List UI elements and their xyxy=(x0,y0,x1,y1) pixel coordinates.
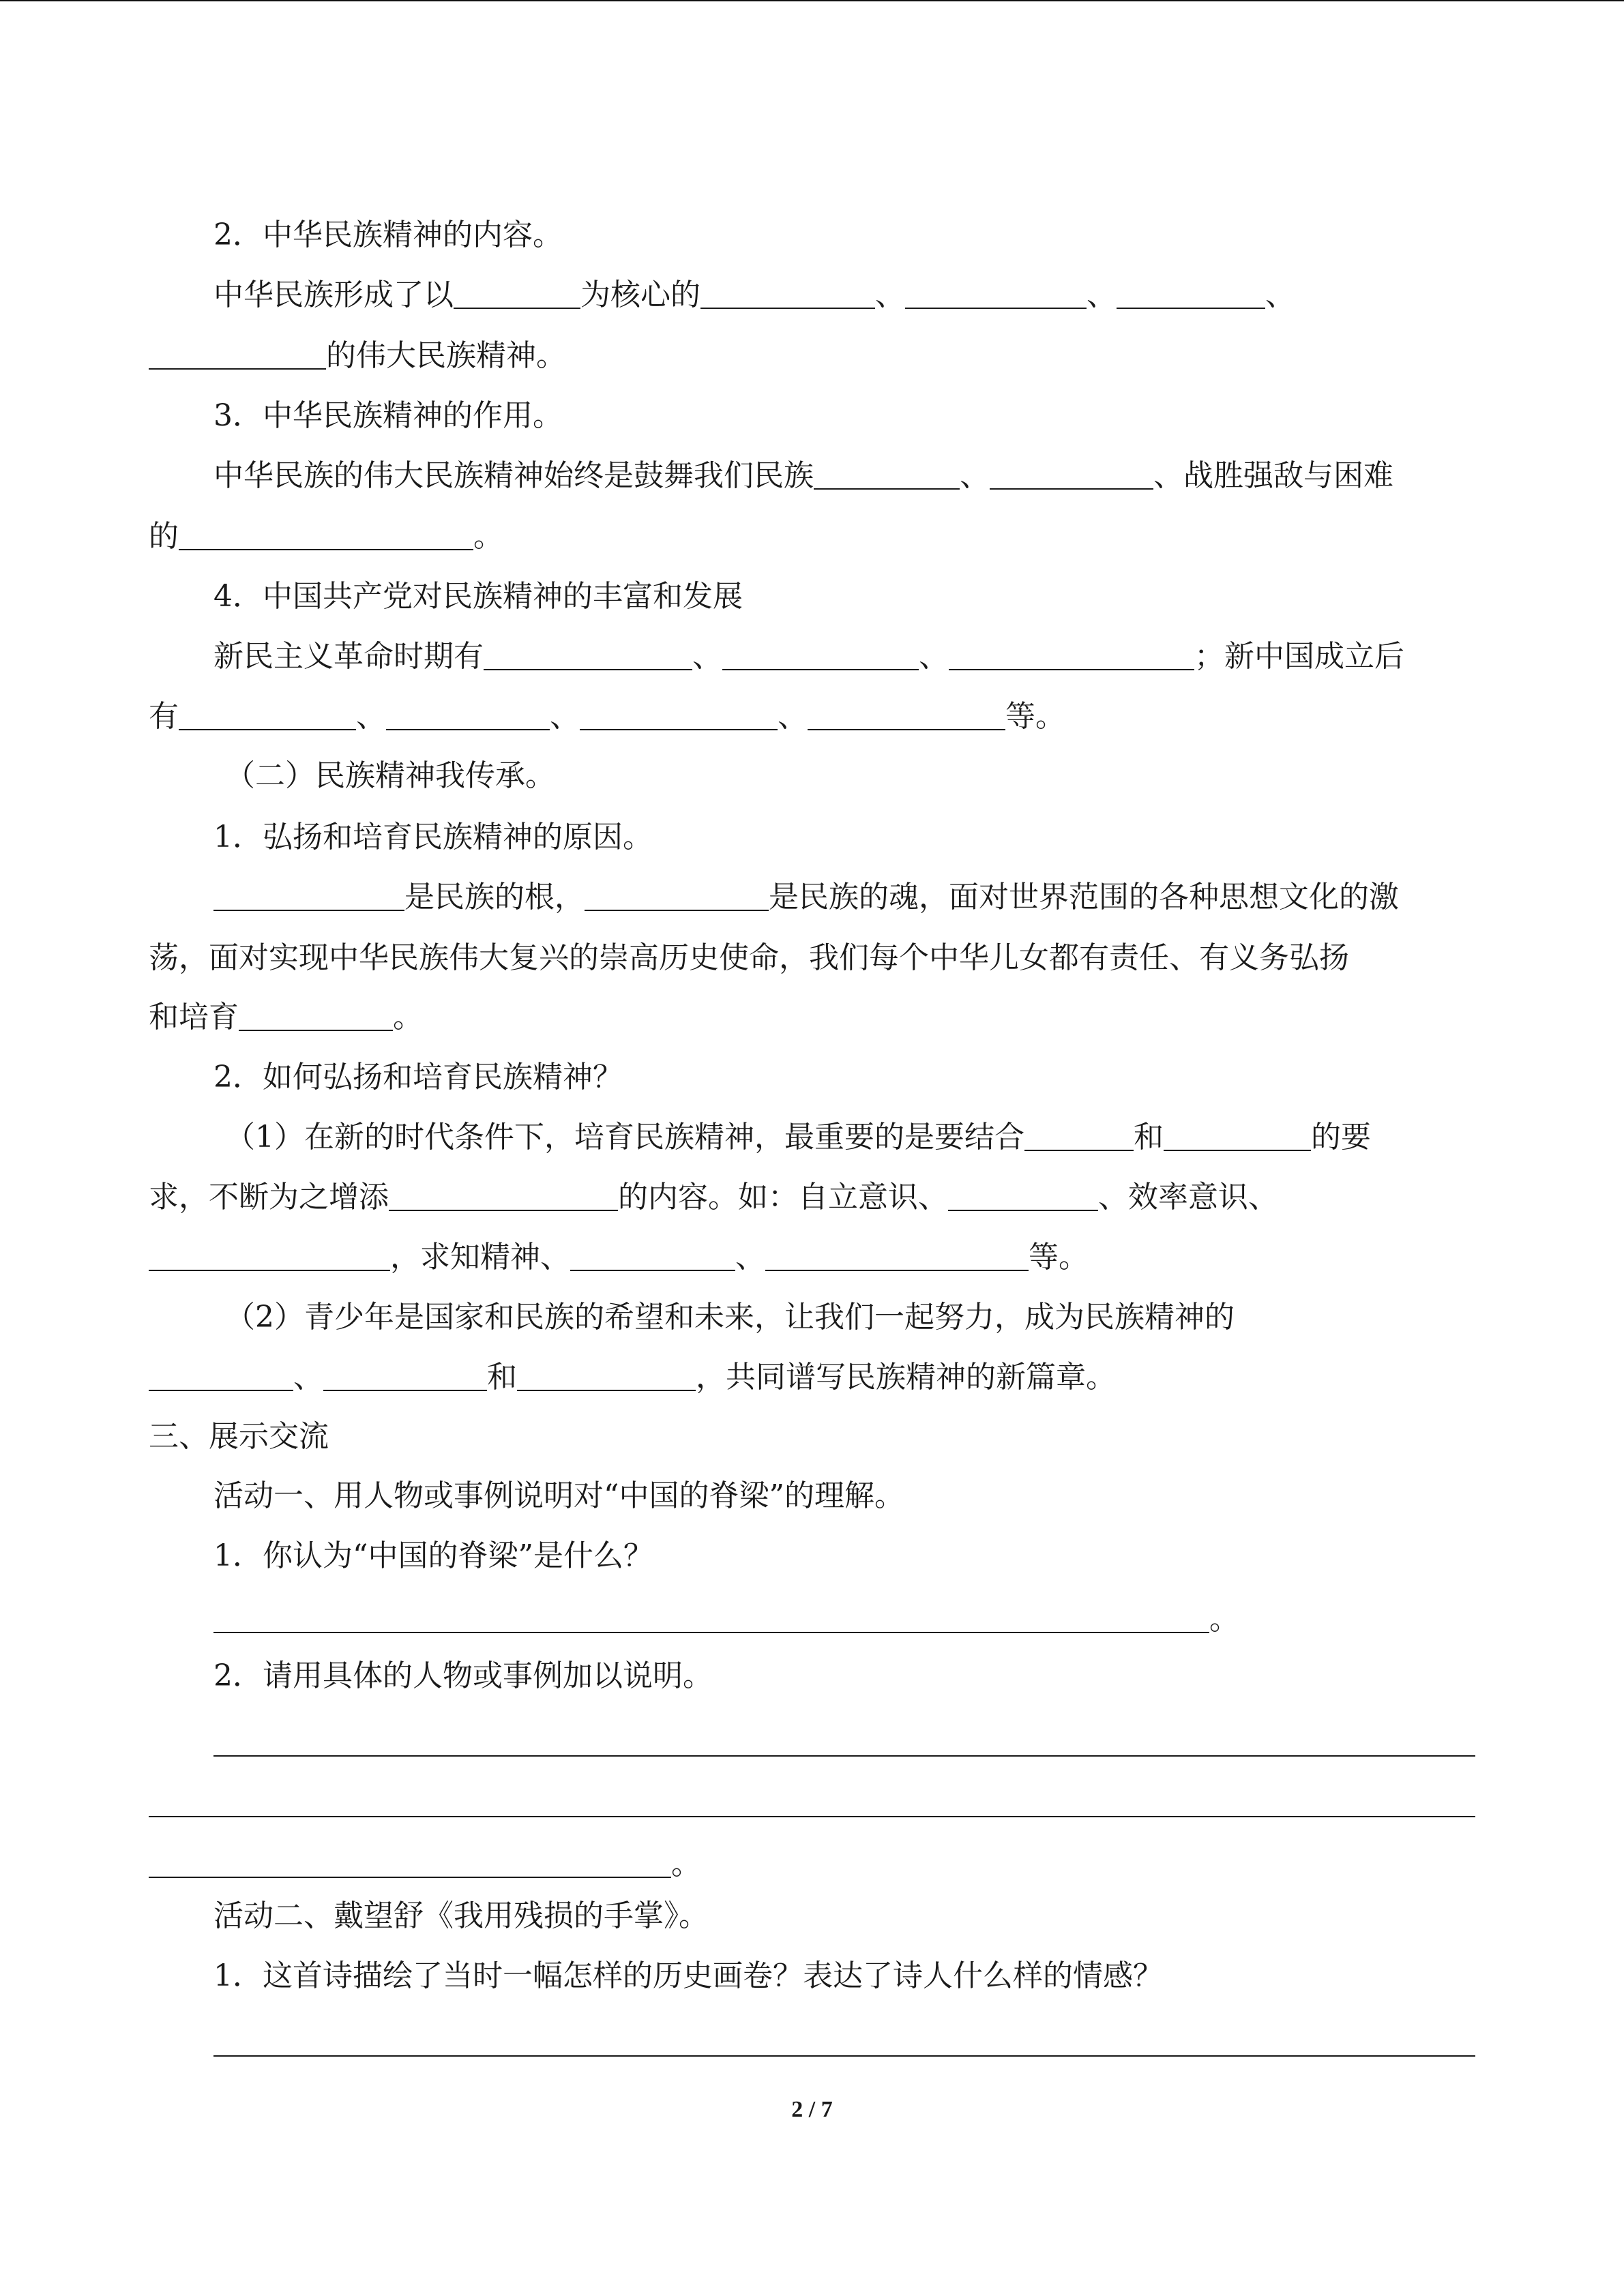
section2-heading: （二）民族精神我传承。 xyxy=(225,758,555,793)
fill-blank[interactable] xyxy=(990,458,1153,490)
fill-blank[interactable] xyxy=(484,639,692,670)
fill-blank[interactable] xyxy=(389,1180,618,1211)
fill-blank[interactable] xyxy=(239,1000,393,1031)
item2-line1: 中华民族形成了以 为核心的 、 、 、 xyxy=(213,278,1295,312)
top-border xyxy=(0,0,1624,1)
fill-blank[interactable] xyxy=(179,519,473,550)
fill-blank[interactable] xyxy=(814,458,960,490)
fill-blank[interactable] xyxy=(149,1240,390,1271)
fill-blank[interactable] xyxy=(454,278,580,309)
fill-blank[interactable] xyxy=(1024,1120,1134,1151)
s2-item2-heading: 2．如何弘扬和培育民族精神？ xyxy=(213,1060,623,1094)
s2-item1-line1: 是民族的根， 是民族的魂，面对世界范围的各种思想文化的激 xyxy=(213,877,1475,918)
answer-rule[interactable] xyxy=(213,1755,1475,1757)
answer-line-q1: 。 xyxy=(213,1599,1475,1640)
fill-blank[interactable] xyxy=(808,699,1005,730)
answer-blank[interactable] xyxy=(149,1847,671,1878)
page-number: 2 / 7 xyxy=(791,2097,833,2122)
fill-blank[interactable] xyxy=(149,338,326,370)
answer-rule[interactable] xyxy=(149,1816,1475,1817)
activity2-question1: 1．这首诗描绘了当时一幅怎样的历史画卷？表达了诗人什么样的情感？ xyxy=(213,1958,1163,1993)
item3-heading: 3．中华民族精神的作用。 xyxy=(213,398,563,433)
fill-blank[interactable] xyxy=(386,699,550,730)
activity2-heading: 活动二、戴望舒《我用残损的手掌》。 xyxy=(213,1898,709,1933)
s2-item1-line2: 荡，面对实现中华民族伟大复兴的崇高历史使命，我们每个中华儿女都有责任、有义务弘扬 xyxy=(149,940,1349,975)
s2-item1-heading: 1．弘扬和培育民族精神的原因。 xyxy=(213,820,653,854)
activity1-question2: 2．请用具体的人物或事例加以说明。 xyxy=(213,1658,713,1693)
fill-blank[interactable] xyxy=(570,1240,735,1271)
fill-blank[interactable] xyxy=(1117,278,1265,309)
fill-blank[interactable] xyxy=(948,1180,1098,1211)
fill-blank[interactable] xyxy=(585,880,769,911)
s2-p1-line1: （1）在新的时代条件下，培育民族精神，最重要的是要结合 和 的要 xyxy=(225,1120,1371,1154)
fill-blank[interactable] xyxy=(179,699,356,730)
fill-blank[interactable] xyxy=(517,1360,696,1391)
item4-line1: 新民主义革命时期有 、 、 ；新中国成立后 xyxy=(213,639,1404,674)
answer-rule[interactable] xyxy=(213,2055,1475,2057)
fill-blank[interactable] xyxy=(949,639,1194,670)
fill-blank[interactable] xyxy=(765,1240,1029,1271)
fill-blank[interactable] xyxy=(700,278,875,309)
answer-blank[interactable] xyxy=(213,1602,1209,1633)
s2-p2-line1: （2）青少年是国家和民族的希望和未来，让我们一起努力，成为民族精神的 xyxy=(225,1300,1235,1335)
item4-line2: 有 、 、 、 等。 xyxy=(149,699,1065,734)
item3-line2: 的 。 xyxy=(149,519,503,554)
fill-blank[interactable] xyxy=(213,880,404,911)
fill-blank[interactable] xyxy=(905,278,1087,309)
section3-heading: 三、展示交流 xyxy=(149,1419,329,1454)
item2-line2: 的伟大民族精神。 xyxy=(149,336,1475,376)
answer-line-q2-end: 。 xyxy=(149,1844,1475,1885)
item3-line1: 中华民族的伟大民族精神始终是鼓舞我们民族 、 、战胜强敌与困难 xyxy=(213,458,1393,493)
s2-p2-line2: 、 和 ，共同谱写民族精神的新篇章。 xyxy=(149,1357,1475,1398)
fill-blank[interactable] xyxy=(1164,1120,1311,1151)
fill-blank[interactable] xyxy=(722,639,919,670)
item2-heading: 2．中华民族精神的内容。 xyxy=(213,218,563,252)
fill-blank[interactable] xyxy=(323,1360,487,1391)
fill-blank[interactable] xyxy=(580,699,778,730)
activity1-question1: 1．你认为“中国的脊梁”是什么？ xyxy=(213,1538,653,1573)
item4-heading: 4．中国共产党对民族精神的丰富和发展 xyxy=(213,579,743,614)
s2-p1-line2: 求，不断为之增添 的内容。如：自立意识、 、效率意识、 xyxy=(149,1180,1278,1214)
s2-p1-line3: ，求知精神、 、 等。 xyxy=(149,1237,1475,1278)
fill-blank[interactable] xyxy=(149,1360,293,1391)
s2-item1-line3: 和培育 。 xyxy=(149,1000,423,1034)
activity1-heading: 活动一、用人物或事例说明对“中国的脊梁”的理解。 xyxy=(213,1478,904,1513)
